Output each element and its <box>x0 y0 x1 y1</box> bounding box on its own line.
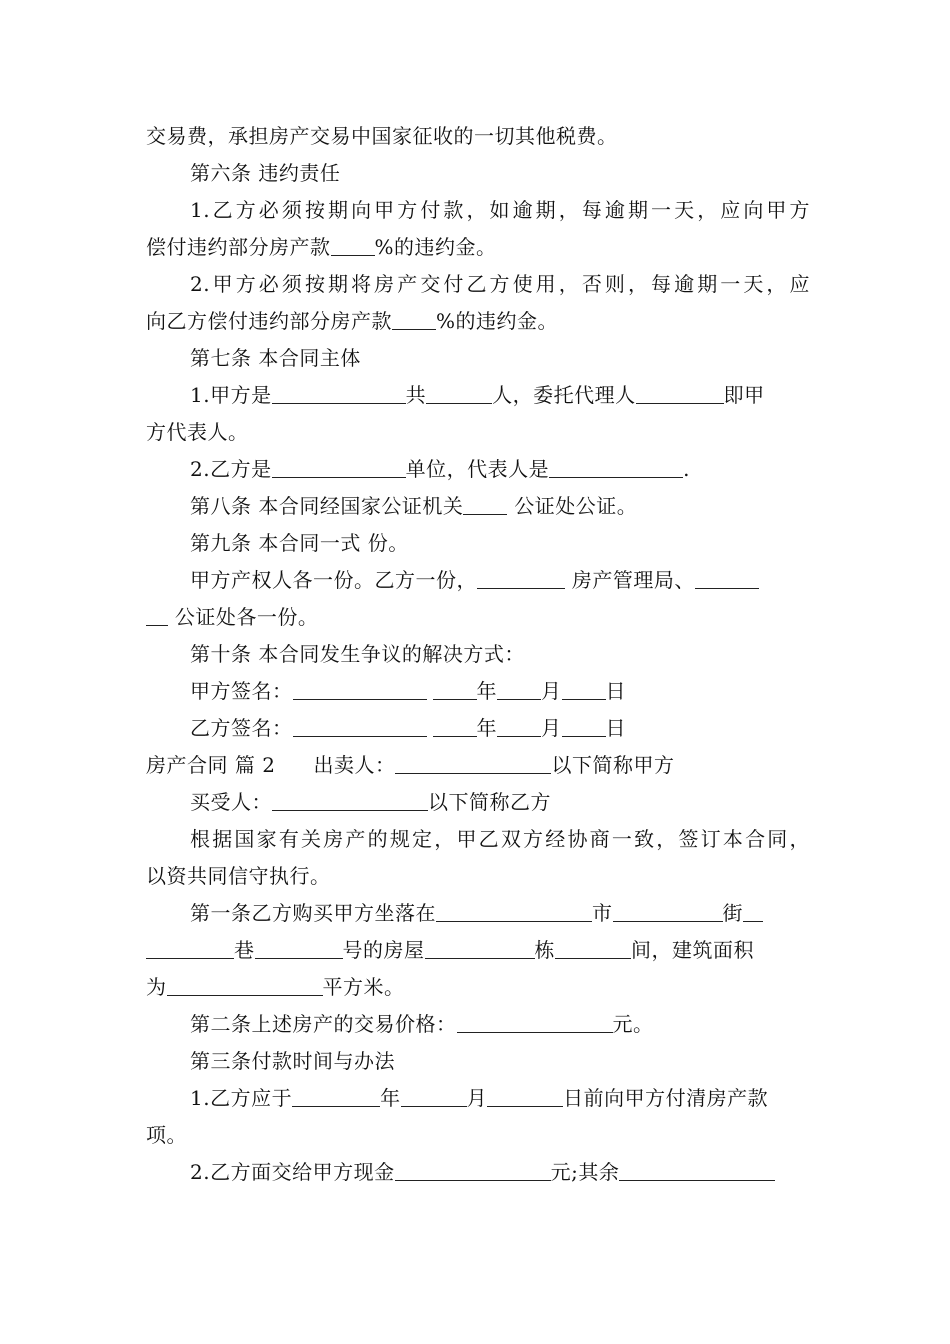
text-line <box>146 451 810 488</box>
text-line <box>146 1080 810 1117</box>
paragraph-text: 栋 <box>534 938 555 962</box>
blank-field <box>272 453 406 478</box>
text-line <box>146 303 810 340</box>
heading-text: 第七条 本合同主体 <box>190 346 361 370</box>
heading-text: 第十条 本合同发生争议的解决方式： <box>190 642 525 666</box>
paragraph-text: 第二条上述房产的交易价格： <box>190 1012 457 1036</box>
text-line <box>146 414 810 451</box>
paragraph-text: 偿付违约部分房产款 <box>146 235 331 259</box>
section-title: 房产合同 篇 2 <box>146 753 276 777</box>
blank-field <box>743 897 763 922</box>
paragraph-text: 房产管理局、 <box>565 568 695 592</box>
paragraph-text: . <box>683 457 690 481</box>
article-heading <box>146 1006 810 1043</box>
paragraph-text: 街 <box>722 901 743 925</box>
paragraph-text: 方代表人。 <box>146 420 249 444</box>
text-line <box>146 118 810 155</box>
blank-field <box>695 564 759 589</box>
paragraph-text: %的违约金。 <box>374 235 497 259</box>
paragraph-text: 以下简称乙方 <box>428 790 551 814</box>
paragraph-text: 间，建筑面积 <box>631 938 754 962</box>
paragraph-text: 项。 <box>146 1123 187 1147</box>
paragraph-text: 为 <box>146 975 167 999</box>
blank-field <box>619 1156 775 1181</box>
blank-field <box>549 453 683 478</box>
date-label: 日 <box>605 716 626 740</box>
blank-field <box>426 379 492 404</box>
text-line <box>146 969 810 1006</box>
paragraph-text: %的违约金。 <box>436 309 559 333</box>
paragraph-text: 号的房屋 <box>342 938 425 962</box>
text-line <box>146 858 810 895</box>
text-line <box>146 599 810 636</box>
paragraph-text: 公证处公证。 <box>507 494 638 518</box>
signature-label: 甲方签名： <box>190 679 293 703</box>
paragraph-text: 人，委托代理人 <box>492 383 636 407</box>
paragraph-text: 共 <box>405 383 427 407</box>
text-line <box>146 895 810 932</box>
blank-field <box>255 934 343 959</box>
paragraph-text: 2.甲方必须按期将房产交付乙方使用，否则，每逾期一天，应 <box>190 272 810 296</box>
text-line <box>146 229 810 266</box>
date-blank <box>562 675 606 700</box>
signature-label: 乙方签名： <box>190 716 293 740</box>
text-line <box>146 266 810 303</box>
date-label: 日 <box>605 679 626 703</box>
paragraph-text: 市 <box>592 901 613 925</box>
blank-field <box>392 305 436 330</box>
paragraph-text: 公证处各一份。 <box>168 605 319 629</box>
blank-field <box>292 1082 380 1107</box>
blank-field <box>436 897 592 922</box>
paragraph-text: 第一条乙方购买甲方坐落在 <box>190 901 436 925</box>
blank-field <box>272 379 406 404</box>
blank-field <box>331 231 375 256</box>
paragraph-text: 根据国家有关房产的规定，甲乙双方经协商一致，签订本合同， <box>190 827 810 851</box>
paragraph-text: 年 <box>380 1086 401 1110</box>
paragraph-text: 单位，代表人是 <box>405 457 550 481</box>
date-blank <box>433 712 477 737</box>
text-line <box>146 1117 810 1154</box>
paragraph-text: 1.乙方应于 <box>190 1086 293 1110</box>
paragraph-text: 2.乙方面交给甲方现金 <box>190 1160 395 1184</box>
date-label: 月 <box>541 679 562 703</box>
signature-blank <box>293 675 427 700</box>
article-heading <box>146 636 810 673</box>
paragraph-text: 交易费，承担房产交易中国家征收的一切其他税费。 <box>146 124 618 148</box>
paragraph-text: 日前向甲方付清房产款 <box>563 1086 769 1110</box>
paragraph-text: 巷 <box>234 938 255 962</box>
date-label: 年 <box>476 716 497 740</box>
article-heading <box>146 488 810 525</box>
signature-blank <box>293 712 427 737</box>
blank-field <box>146 601 168 626</box>
blank-field <box>167 971 323 996</box>
date-blank <box>562 712 606 737</box>
article-heading <box>146 155 810 192</box>
heading-text: 第六条 违约责任 <box>190 161 341 185</box>
paragraph-text: 平方米。 <box>322 975 405 999</box>
blank-field <box>463 490 507 515</box>
blank-field <box>487 1082 563 1107</box>
blank-field <box>146 934 234 959</box>
blank-field <box>477 564 565 589</box>
blank-field <box>636 379 724 404</box>
blank-field <box>613 897 723 922</box>
paragraph-text: 1.乙方必须按期向甲方付款，如逾期，每逾期一天，应向甲方 <box>190 198 810 222</box>
text-line <box>146 192 810 229</box>
signature-line-party-b <box>146 710 810 747</box>
article-heading <box>146 340 810 377</box>
paragraph-text: 向乙方偿付违约部分房产款 <box>146 309 392 333</box>
paragraph-text: 2.乙方是 <box>190 457 272 481</box>
signature-line-party-a <box>146 673 810 710</box>
heading-text: 第九条 本合同一式 份。 <box>190 531 409 555</box>
paragraph-text: 即甲 <box>723 383 765 407</box>
blank-field <box>401 1082 467 1107</box>
date-blank <box>433 675 477 700</box>
text-line <box>146 821 810 858</box>
paragraph-text: 元;其余 <box>550 1160 620 1184</box>
paragraph-text: 月 <box>466 1086 488 1110</box>
blank-field <box>395 749 551 774</box>
text-line <box>146 784 810 821</box>
text-line <box>146 377 810 414</box>
text-line <box>146 562 810 599</box>
blank-field <box>272 786 428 811</box>
paragraph-text: 第八条 本合同经国家公证机关 <box>190 494 464 518</box>
text-line <box>146 932 810 969</box>
date-blank <box>497 712 541 737</box>
paragraph-text: 以下简称甲方 <box>551 753 675 777</box>
date-blank <box>497 675 541 700</box>
blank-field <box>555 934 631 959</box>
article-heading <box>146 525 810 562</box>
text-line <box>146 1154 810 1191</box>
article-heading <box>146 1043 810 1080</box>
contract-text <box>146 118 810 1191</box>
paragraph-text: 1.甲方是 <box>190 383 272 407</box>
date-label: 年 <box>476 679 497 703</box>
paragraph-text: 甲方产权人各一份。乙方一份， <box>190 568 477 592</box>
heading-text: 第三条付款时间与办法 <box>190 1049 395 1073</box>
paragraph-text: 以资共同信守执行。 <box>146 864 331 888</box>
blank-field <box>425 934 535 959</box>
paragraph-text: 出卖人： <box>313 753 396 777</box>
blank-field <box>395 1156 551 1181</box>
blank-field <box>457 1008 613 1033</box>
paragraph-text: 买受人： <box>190 790 272 814</box>
section-title-line <box>146 747 810 784</box>
date-label: 月 <box>541 716 562 740</box>
paragraph-text: 元。 <box>612 1012 654 1036</box>
